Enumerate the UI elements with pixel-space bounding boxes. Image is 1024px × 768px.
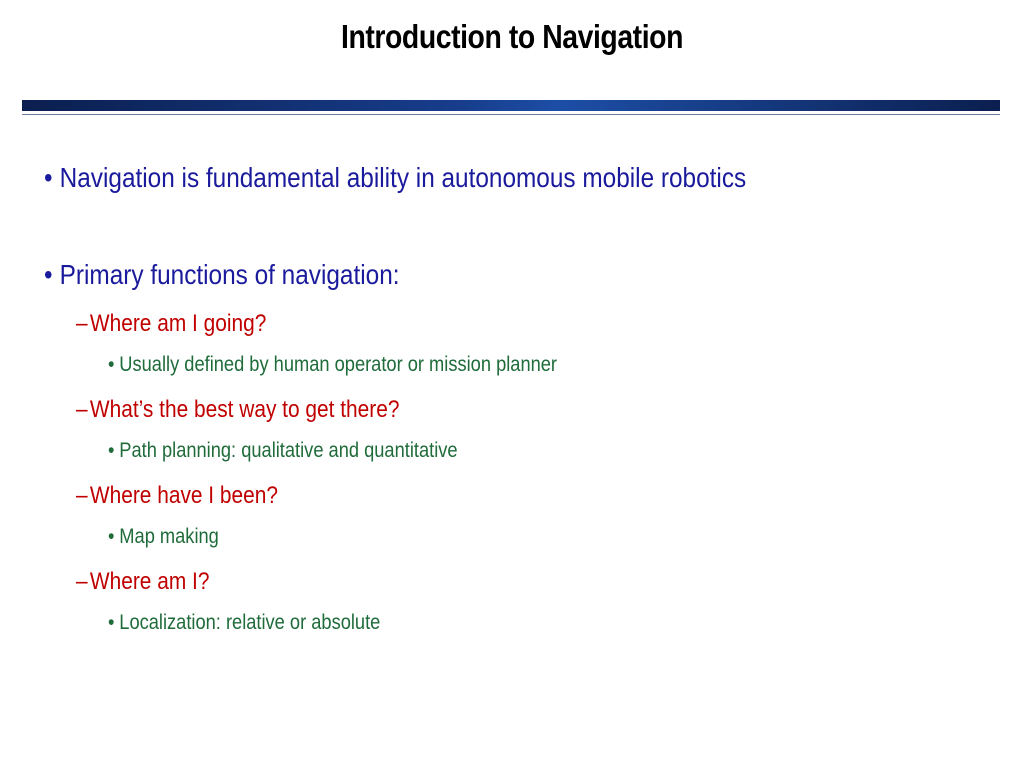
detail-marker: • (108, 611, 115, 634)
subitem-best-way (76, 396, 399, 424)
bullet-text: Navigation is fundamental ability in autonomous mobile robotics (59, 162, 747, 193)
dash-marker: – (76, 396, 88, 423)
detail-text: Localization: relative or absolute (119, 611, 381, 634)
bullet-primary-functions (44, 259, 400, 291)
detail-map-making (108, 525, 219, 549)
detail-marker: • (108, 439, 115, 462)
detail-localization (108, 611, 380, 635)
dash-marker: – (76, 568, 88, 595)
detail-marker: • (108, 353, 115, 376)
bullet-navigation-fundamental (44, 162, 746, 194)
dash-marker: – (76, 482, 88, 509)
subitem-text: What’s the best way to get there? (89, 396, 400, 423)
subitem-text: Where have I been? (89, 482, 278, 509)
subitem-text: Where am I? (89, 568, 210, 595)
dash-marker: – (76, 310, 88, 337)
detail-text: Path planning: qualitative and quantitative (119, 439, 458, 462)
detail-human-operator (108, 353, 557, 377)
detail-text: Usually defined by human operator or mission planner (119, 353, 558, 376)
subitem-where-am-i (76, 568, 209, 596)
detail-text: Map making (119, 525, 219, 548)
subitem-text: Where am I going? (89, 310, 267, 337)
subitem-where-have-i-been (76, 482, 278, 510)
slide-title: Introduction to Navigation (341, 18, 683, 55)
detail-path-planning (108, 439, 458, 463)
detail-marker: • (108, 525, 115, 548)
subitem-where-am-i-going (76, 310, 266, 338)
bullet-marker: • (44, 259, 53, 290)
bullet-text: Primary functions of navigation: (59, 259, 400, 290)
bullet-marker: • (44, 162, 53, 193)
